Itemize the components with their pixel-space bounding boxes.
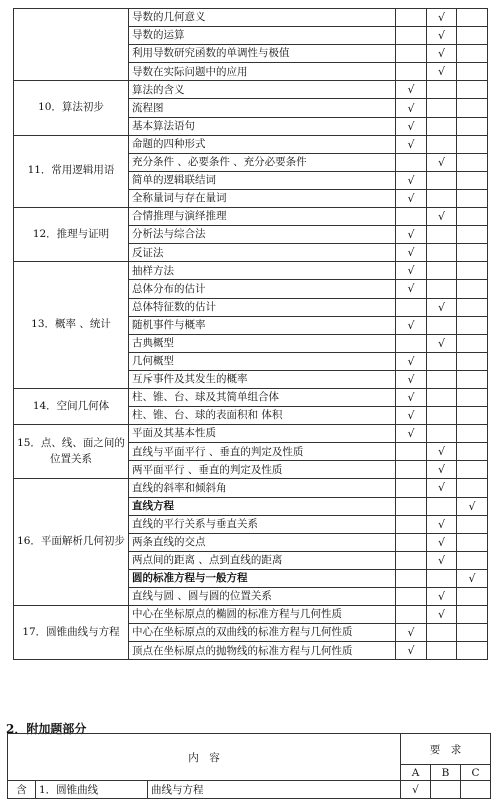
check-cell-b bbox=[427, 280, 457, 298]
check-cell-b: √ bbox=[427, 533, 457, 551]
check-cell-b: √ bbox=[427, 298, 457, 316]
check-cell-b: √ bbox=[427, 153, 457, 171]
topic-cell: 13．概率 、统计 bbox=[14, 262, 129, 389]
item-cell: 平面及其基本性质 bbox=[129, 425, 396, 443]
check-cell-c bbox=[457, 262, 488, 280]
check-cell-b: √ bbox=[427, 9, 457, 27]
check-cell-b bbox=[427, 244, 457, 262]
check-cell-c bbox=[457, 117, 488, 135]
table-row bbox=[14, 135, 488, 153]
check-cell-c bbox=[457, 189, 488, 207]
item-cell: 柱、锥、台、球及其简单组合体 bbox=[129, 388, 396, 406]
item-cell: 两平面平行 、垂直的判定及性质 bbox=[129, 461, 396, 479]
check-cell-b bbox=[427, 388, 457, 406]
table-row bbox=[14, 606, 488, 624]
item-cell: 分析法与综合法 bbox=[129, 226, 396, 244]
check-cell-c bbox=[457, 135, 488, 153]
item-cell: 简单的逻辑联结词 bbox=[129, 171, 396, 189]
item-cell: 顶点在坐标原点的抛物线的标准方程与几何性质 bbox=[129, 642, 396, 660]
topic-cell: 17．圆锥曲线与方程 bbox=[14, 606, 129, 660]
check-cell-b: √ bbox=[427, 461, 457, 479]
check-cell-c bbox=[457, 226, 488, 244]
col-header-c: C bbox=[461, 765, 491, 781]
item-cell: 两点间的距离 、点到直线的距离 bbox=[129, 551, 396, 569]
item-cell: 两条直线的交点 bbox=[129, 533, 396, 551]
check-cell-b bbox=[427, 226, 457, 244]
check-cell-a: √ bbox=[396, 316, 427, 334]
topic-cell: 12．推理与证明 bbox=[14, 208, 129, 262]
check-cell-c bbox=[457, 407, 488, 425]
table-row bbox=[14, 208, 488, 226]
check-cell-a bbox=[396, 497, 427, 515]
check-cell-a: √ bbox=[396, 370, 427, 388]
check-cell-c: √ bbox=[457, 497, 488, 515]
check-cell-a: √ bbox=[396, 189, 427, 207]
item-cell: 利用导数研究函数的单调性与极值 bbox=[129, 45, 396, 63]
check-cell-c bbox=[457, 606, 488, 624]
item-cell: 命题的四种形式 bbox=[129, 135, 396, 153]
item-cell: 反证法 bbox=[129, 244, 396, 262]
check-cell-b bbox=[427, 370, 457, 388]
check-cell-c bbox=[457, 244, 488, 262]
topic-cell: 11．常用逻辑用语 bbox=[14, 135, 129, 207]
item-cell: 算法的含义 bbox=[129, 81, 396, 99]
check-cell-a: √ bbox=[396, 642, 427, 660]
item-cell: 导数的几何意义 bbox=[129, 9, 396, 27]
check-cell-a: √ bbox=[396, 407, 427, 425]
item-cell: 中心在坐标原点的椭圆的标准方程与几何性质 bbox=[129, 606, 396, 624]
table-row bbox=[14, 479, 488, 497]
check-cell-b bbox=[427, 117, 457, 135]
check-cell-c bbox=[457, 533, 488, 551]
check-cell-a bbox=[396, 298, 427, 316]
check-cell-c bbox=[457, 443, 488, 461]
check-cell-b: √ bbox=[427, 334, 457, 352]
item-cell: 直线与圆 、圆与圆的位置关系 bbox=[129, 588, 396, 606]
item-cell: 古典概型 bbox=[129, 334, 396, 352]
topic-cell: 14．空间几何体 bbox=[14, 388, 129, 424]
check-cell-c bbox=[457, 479, 488, 497]
check-cell-b bbox=[427, 624, 457, 642]
check-cell-b bbox=[427, 569, 457, 587]
topic-cell: 16．平面解析几何初步 bbox=[14, 479, 129, 606]
check-cell-a: √ bbox=[396, 171, 427, 189]
extra-item: 曲线与方程 bbox=[148, 781, 401, 799]
check-cell-c bbox=[457, 171, 488, 189]
check-cell-b: √ bbox=[427, 551, 457, 569]
item-cell: 中心在坐标原点的双曲线的标准方程与几何性质 bbox=[129, 624, 396, 642]
extra-check-a: √ bbox=[401, 781, 431, 799]
check-cell-b: √ bbox=[427, 63, 457, 81]
check-cell-a: √ bbox=[396, 388, 427, 406]
check-cell-b bbox=[427, 81, 457, 99]
item-cell: 互斥事件及其发生的概率 bbox=[129, 370, 396, 388]
check-cell-a bbox=[396, 153, 427, 171]
check-cell-c bbox=[457, 45, 488, 63]
check-cell-b: √ bbox=[427, 606, 457, 624]
extra-check-b bbox=[431, 781, 461, 799]
check-cell-b: √ bbox=[427, 588, 457, 606]
check-cell-c bbox=[457, 461, 488, 479]
check-cell-b: √ bbox=[427, 208, 457, 226]
item-cell: 直线与平面平行 、垂直的判定及性质 bbox=[129, 443, 396, 461]
check-cell-c bbox=[457, 63, 488, 81]
check-cell-b bbox=[427, 316, 457, 334]
check-cell-b bbox=[427, 171, 457, 189]
check-cell-a: √ bbox=[396, 135, 427, 153]
check-cell-c bbox=[457, 425, 488, 443]
check-cell-c bbox=[457, 316, 488, 334]
item-cell: 随机事件与概率 bbox=[129, 316, 396, 334]
check-cell-c bbox=[457, 370, 488, 388]
check-cell-b: √ bbox=[427, 443, 457, 461]
table-row bbox=[14, 81, 488, 99]
check-cell-a bbox=[396, 208, 427, 226]
item-cell: 几何概型 bbox=[129, 352, 396, 370]
extra-check-c bbox=[461, 781, 491, 799]
item-cell: 总体特征数的估计 bbox=[129, 298, 396, 316]
check-cell-a: √ bbox=[396, 81, 427, 99]
item-cell: 合情推理与演绎推理 bbox=[129, 208, 396, 226]
topic-cell: 10．算法初步 bbox=[14, 81, 129, 135]
col-header-a: A bbox=[401, 765, 431, 781]
check-cell-b bbox=[427, 407, 457, 425]
check-cell-c bbox=[457, 27, 488, 45]
check-cell-a: √ bbox=[396, 352, 427, 370]
check-cell-a bbox=[396, 45, 427, 63]
check-cell-a bbox=[396, 569, 427, 587]
item-cell: 全称量词与存在量词 bbox=[129, 189, 396, 207]
header-content-cell bbox=[8, 734, 401, 781]
extra-requirements-table bbox=[7, 733, 491, 799]
item-cell: 总体分布的估计 bbox=[129, 280, 396, 298]
item-cell: 导数的运算 bbox=[129, 27, 396, 45]
check-cell-b: √ bbox=[427, 27, 457, 45]
item-cell: 直线的斜率和倾斜角 bbox=[129, 479, 396, 497]
requirements-table-body bbox=[14, 9, 488, 660]
check-cell-c bbox=[457, 9, 488, 27]
check-cell-c bbox=[457, 352, 488, 370]
header-requirement: 要 求 bbox=[401, 734, 491, 765]
item-cell: 柱、锥、台、球的表面积和 体积 bbox=[129, 407, 396, 425]
check-cell-b: √ bbox=[427, 45, 457, 63]
check-cell-c bbox=[457, 99, 488, 117]
check-cell-b bbox=[427, 135, 457, 153]
item-cell: 抽样方法 bbox=[129, 262, 396, 280]
table-row bbox=[14, 9, 488, 27]
check-cell-c bbox=[457, 624, 488, 642]
check-cell-c: √ bbox=[457, 569, 488, 587]
table-row bbox=[14, 262, 488, 280]
check-cell-a: √ bbox=[396, 425, 427, 443]
item-cell: 直线方程 bbox=[129, 497, 396, 515]
header-content: 内 容 bbox=[188, 751, 220, 764]
check-cell-b bbox=[427, 262, 457, 280]
check-cell-c bbox=[457, 588, 488, 606]
check-cell-c bbox=[457, 551, 488, 569]
check-cell-a bbox=[396, 9, 427, 27]
check-cell-c bbox=[457, 388, 488, 406]
requirements-table bbox=[13, 8, 488, 660]
col-header-b: B bbox=[431, 765, 461, 781]
check-cell-a bbox=[396, 606, 427, 624]
item-cell: 导数在实际问题中的应用 bbox=[129, 63, 396, 81]
check-cell-a: √ bbox=[396, 280, 427, 298]
extra-topic: 1．圆锥曲线 bbox=[36, 781, 148, 799]
check-cell-c bbox=[457, 515, 488, 533]
side-label: 含 bbox=[8, 781, 36, 799]
check-cell-c bbox=[457, 298, 488, 316]
check-cell-a bbox=[396, 63, 427, 81]
section-title: 2．附加题部分 bbox=[6, 722, 87, 736]
check-cell-a bbox=[396, 443, 427, 461]
check-cell-a bbox=[396, 27, 427, 45]
topic-cell bbox=[14, 9, 129, 81]
check-cell-b bbox=[427, 642, 457, 660]
check-cell-c bbox=[457, 334, 488, 352]
check-cell-a bbox=[396, 479, 427, 497]
check-cell-b bbox=[427, 189, 457, 207]
check-cell-c bbox=[457, 153, 488, 171]
check-cell-a: √ bbox=[396, 624, 427, 642]
item-cell: 直线的平行关系与垂直关系 bbox=[129, 515, 396, 533]
check-cell-a: √ bbox=[396, 99, 427, 117]
check-cell-c bbox=[457, 81, 488, 99]
table-row bbox=[14, 388, 488, 406]
check-cell-a: √ bbox=[396, 117, 427, 135]
check-cell-c bbox=[457, 280, 488, 298]
check-cell-a bbox=[396, 588, 427, 606]
item-cell: 充分条件 、必要条件 、充分必要条件 bbox=[129, 153, 396, 171]
check-cell-b: √ bbox=[427, 515, 457, 533]
check-cell-a bbox=[396, 515, 427, 533]
check-cell-a: √ bbox=[396, 226, 427, 244]
item-cell: 圆的标准方程与一般方程 bbox=[129, 569, 396, 587]
item-cell: 基本算法语句 bbox=[129, 117, 396, 135]
check-cell-b bbox=[427, 99, 457, 117]
check-cell-a bbox=[396, 533, 427, 551]
check-cell-a: √ bbox=[396, 262, 427, 280]
check-cell-c bbox=[457, 208, 488, 226]
table-row bbox=[14, 425, 488, 443]
check-cell-b: √ bbox=[427, 479, 457, 497]
check-cell-a bbox=[396, 551, 427, 569]
check-cell-b bbox=[427, 497, 457, 515]
check-cell-a bbox=[396, 334, 427, 352]
check-cell-b bbox=[427, 425, 457, 443]
check-cell-a: √ bbox=[396, 244, 427, 262]
check-cell-c bbox=[457, 642, 488, 660]
check-cell-b bbox=[427, 352, 457, 370]
item-cell: 流程图 bbox=[129, 99, 396, 117]
topic-cell: 15．点、线、面之间的位置关系 bbox=[14, 425, 129, 479]
check-cell-a bbox=[396, 461, 427, 479]
